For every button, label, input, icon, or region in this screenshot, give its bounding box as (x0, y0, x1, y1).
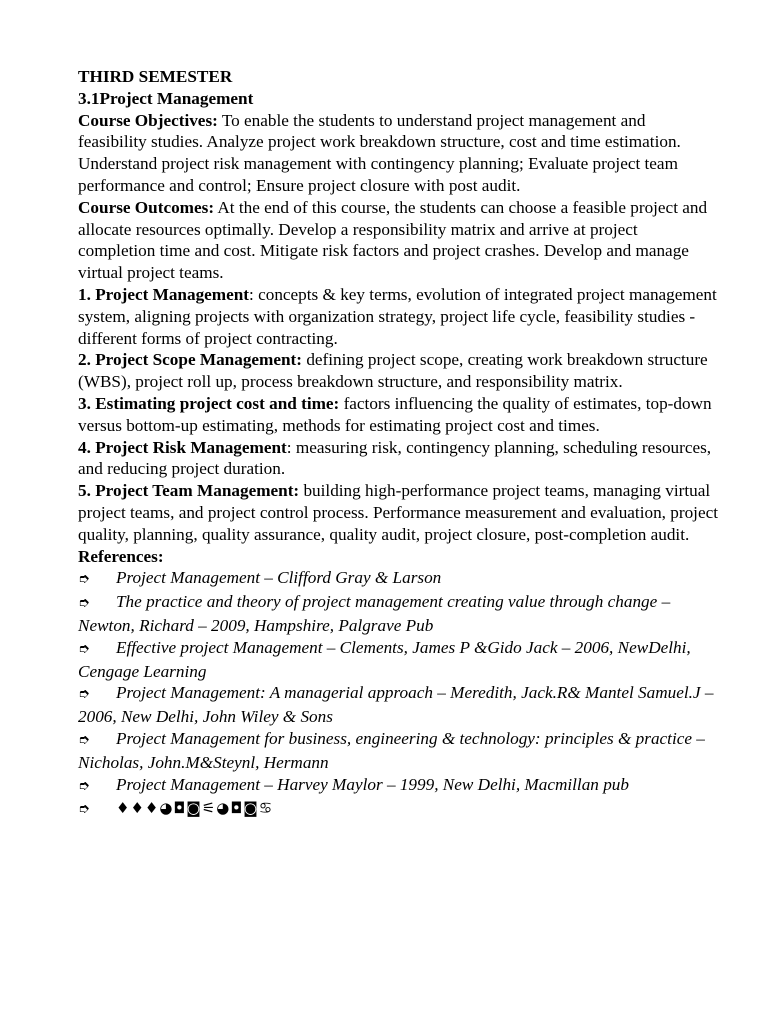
syllabus-page (78, 66, 718, 821)
unit-label: 4. Project Risk Management (78, 437, 287, 457)
unit-label: 5. Project Team Management: (78, 481, 300, 501)
unit-1 (78, 284, 718, 349)
reference-text: Project Management – Clifford Gray & Larson (116, 568, 442, 588)
unit-4 (78, 437, 718, 481)
arrow-bullet-icon: ➮ (78, 571, 90, 588)
arrow-bullet-icon: ➮ (78, 640, 90, 657)
outcomes-text: At the end of this course, the students can choose a feasible project and allocate resources optimally. Develop a responsibility matrix and arrive at project completion time and cost. Mitigate risk factors and project crashes. Develop and manage virtual project teams. (78, 197, 708, 283)
objectives-text: To enable the students to understand project management and feasibility studies. Analyze project work breakdown structure, cost and time estimation. Understand project risk management with contingency planning; Evaluate project team performance and control; Ensure project closure with post audit. (78, 110, 681, 195)
symbol-font-reference: ♦♦♦◕◘◙⚟◕◘◙♋ (116, 799, 274, 818)
unit-label: 1. Project Management (78, 284, 250, 304)
unit-text: : concepts & key terms, evolution of integrated project management system, aligning projects with organization strategy, project life cycle, feasibility studies -different forms of project contracting. (78, 284, 717, 348)
semester-heading: THIRD SEMESTER (78, 67, 233, 86)
reference-item (78, 728, 718, 774)
unit-label: 3. Estimating project cost and time: (78, 393, 340, 413)
reference-text: Project Management: A managerial approach – Meredith, Jack.R& Mantel Samuel.J – 2006, New Delhi, John Wiley & Sons (78, 683, 714, 727)
reference-item (78, 797, 718, 821)
unit-text: building high-performance project teams, managing virtual project teams, and project control process. Performance measurement and evaluation, project quality, planning, quality assurance, quality audit, project closure, post-completion audit. (78, 481, 718, 544)
course-objectives (78, 110, 718, 197)
objectives-label: Course Objectives: (78, 110, 218, 130)
reference-item (78, 567, 718, 591)
course-outcomes (78, 197, 718, 284)
course-title: 3.1Project Management (78, 88, 254, 108)
unit-3 (78, 393, 718, 437)
arrow-bullet-icon: ➮ (78, 686, 90, 703)
reference-text: Project Management for business, engineering & technology: principles & practice – Nicholas, John.M&Steynl, Hermann (78, 728, 705, 772)
unit-text: : measuring risk, contingency planning, scheduling resources, and reducing project duration. (78, 437, 712, 479)
reference-item (78, 637, 718, 683)
reference-text: Effective project Management – Clements, James P &Gido Jack – 2006, NewDelhi, Cengage Learning (78, 637, 691, 681)
reference-item (78, 682, 718, 728)
unit-text: factors influencing the quality of estimates, top-down versus bottom-up estimating, methods for estimating project cost and times. (78, 393, 712, 435)
reference-item (78, 774, 718, 798)
arrow-bullet-icon: ➮ (78, 595, 90, 612)
outcomes-label: Course Outcomes: (78, 197, 215, 217)
unit-5 (78, 480, 718, 545)
arrow-bullet-icon: ➮ (78, 731, 90, 748)
arrow-bullet-icon: ➮ (78, 777, 90, 794)
reference-text: The practice and theory of project management creating value through change – Newton, Richard – 2009, Hampshire, Palgrave Pub (78, 592, 671, 635)
arrow-bullet-icon: ➮ (78, 801, 90, 818)
reference-text: Project Management – Harvey Maylor – 1999, New Delhi, Macmillan pub (116, 774, 629, 794)
reference-item (78, 591, 718, 637)
unit-label: 2. Project Scope Management: (78, 350, 303, 370)
references-heading: References: (78, 546, 164, 566)
unit-text: defining project scope, creating work breakdown structure (WBS), project roll up, process breakdown structure, and responsibility matrix. (78, 350, 708, 392)
unit-2 (78, 349, 718, 393)
